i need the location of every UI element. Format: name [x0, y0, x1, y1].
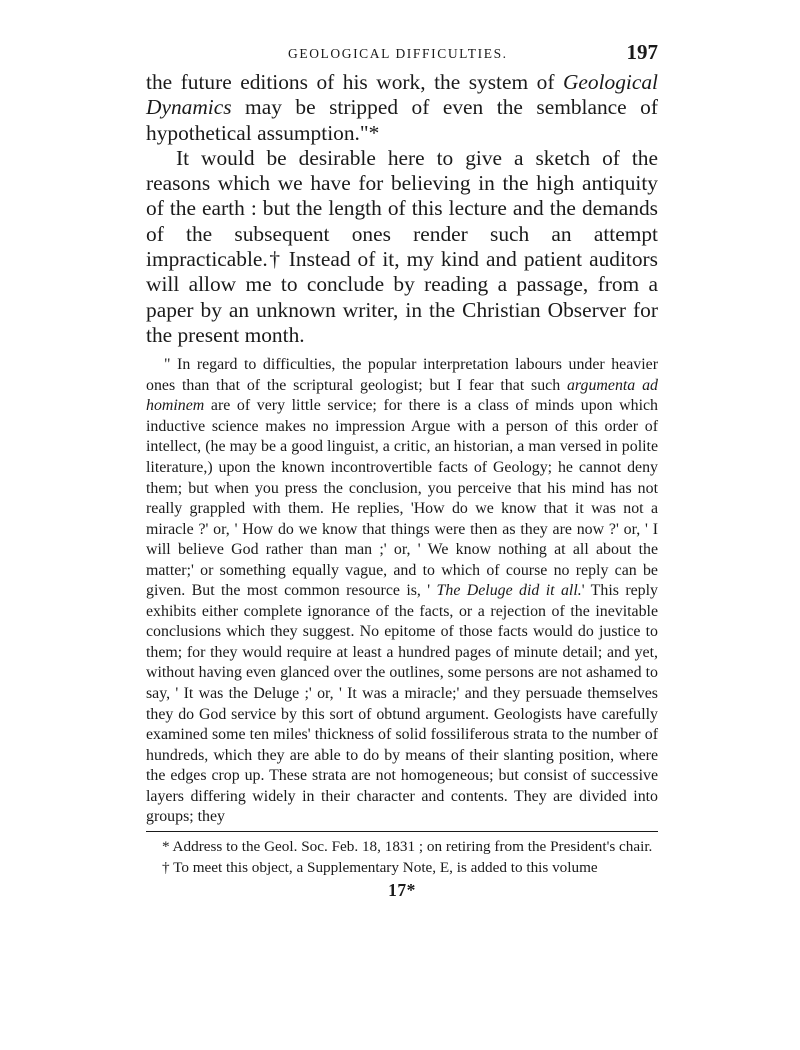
book-page — [146, 40, 658, 901]
quote-italic-2: The Deluge did it all. — [436, 582, 582, 600]
paragraph-1-italic: Geological Dynamics — [146, 70, 658, 120]
paragraph-continuation — [146, 70, 658, 146]
quote-text-1: " In regard to difficulties, the popular interpretation labours under heavier ones than that of the scriptural geologist; but I fear that such — [146, 356, 658, 394]
quotation-paragraph — [146, 355, 658, 828]
running-title: GEOLOGICAL DIFFICULTIES. — [288, 46, 508, 61]
paragraph-2: It would be desirable here to give a sketch of the reasons which we have for believing in the high antiquity of the earth : but the length of this lecture and the demands of the subsequent ones render such an attempt impracticable.† Instead of it, my kind and patient auditors will allow me to conclude by reading a passage, from a paper by an unknown writer, in the Christian Observer for the present month. — [146, 145, 658, 347]
signature-mark: 17* — [388, 879, 416, 900]
footnote-rule — [146, 831, 658, 832]
footnote-1: * Address to the Geol. Soc. Feb. 18, 1831 ; on retiring from the President's chair. — [162, 837, 653, 855]
page-number: 197 — [626, 40, 658, 64]
block-quotation — [146, 355, 658, 828]
main-text — [146, 70, 658, 348]
footnote-2: † To meet this object, a Supplementary Note, E, is added to this volume — [162, 859, 598, 877]
quote-italic-1: argumenta ad hominem — [146, 376, 658, 415]
paragraph-1-text-a: the future editions of his work, the system of — [146, 70, 563, 94]
quote-text-2: are of very little service; for there is a class of minds upon which inductive science makes no impression Argue with a person of this order of intellect, (he may be a good linguist, a critic, an historian, a man versed in polite literature,) upon the known incontrovertible facts of Geology; he cannot deny them; but when you press the conclusion, you perceive that his mind has not really grappled with them. He replies, 'How do we know that it was not a miracle ?' or, ' How do we know that things were then as they are now ?' or, ' I will believe God rather than man ;' or, ' We know nothing at all about the matter;' or something equally vague, and to which of course no reply can be given. But the most common resource is, ' — [146, 397, 658, 600]
running-head — [146, 40, 658, 70]
footnotes — [146, 836, 658, 879]
quote-text-3: ' This reply exhibits either complete ignorance of the facts, or a rejection of the inevitable conclusions which they suggest. No epitome of those facts would do justice to them; for they would require at least a hundred pages of minute detail; and yet, without having even glanced over the outlines, some persons are not ashamed to say, ' It was the Deluge ;' or, ' It was a miracle;' and they persuade themselves they do God service by this sort of obtund argument. Geologists have carefully examined some ten miles' thickness of solid fossiliferous strata to the number of hundreds, which they are able to do by means of their slanting position, where the edges crop up. These strata are not homogeneous; but consist of successive layers differing widely in their character and contents. They are divided into groups; they — [146, 582, 658, 826]
paragraph-1-text-b: may be stripped of even the semblance of hypothetical assumption."* — [146, 95, 658, 145]
